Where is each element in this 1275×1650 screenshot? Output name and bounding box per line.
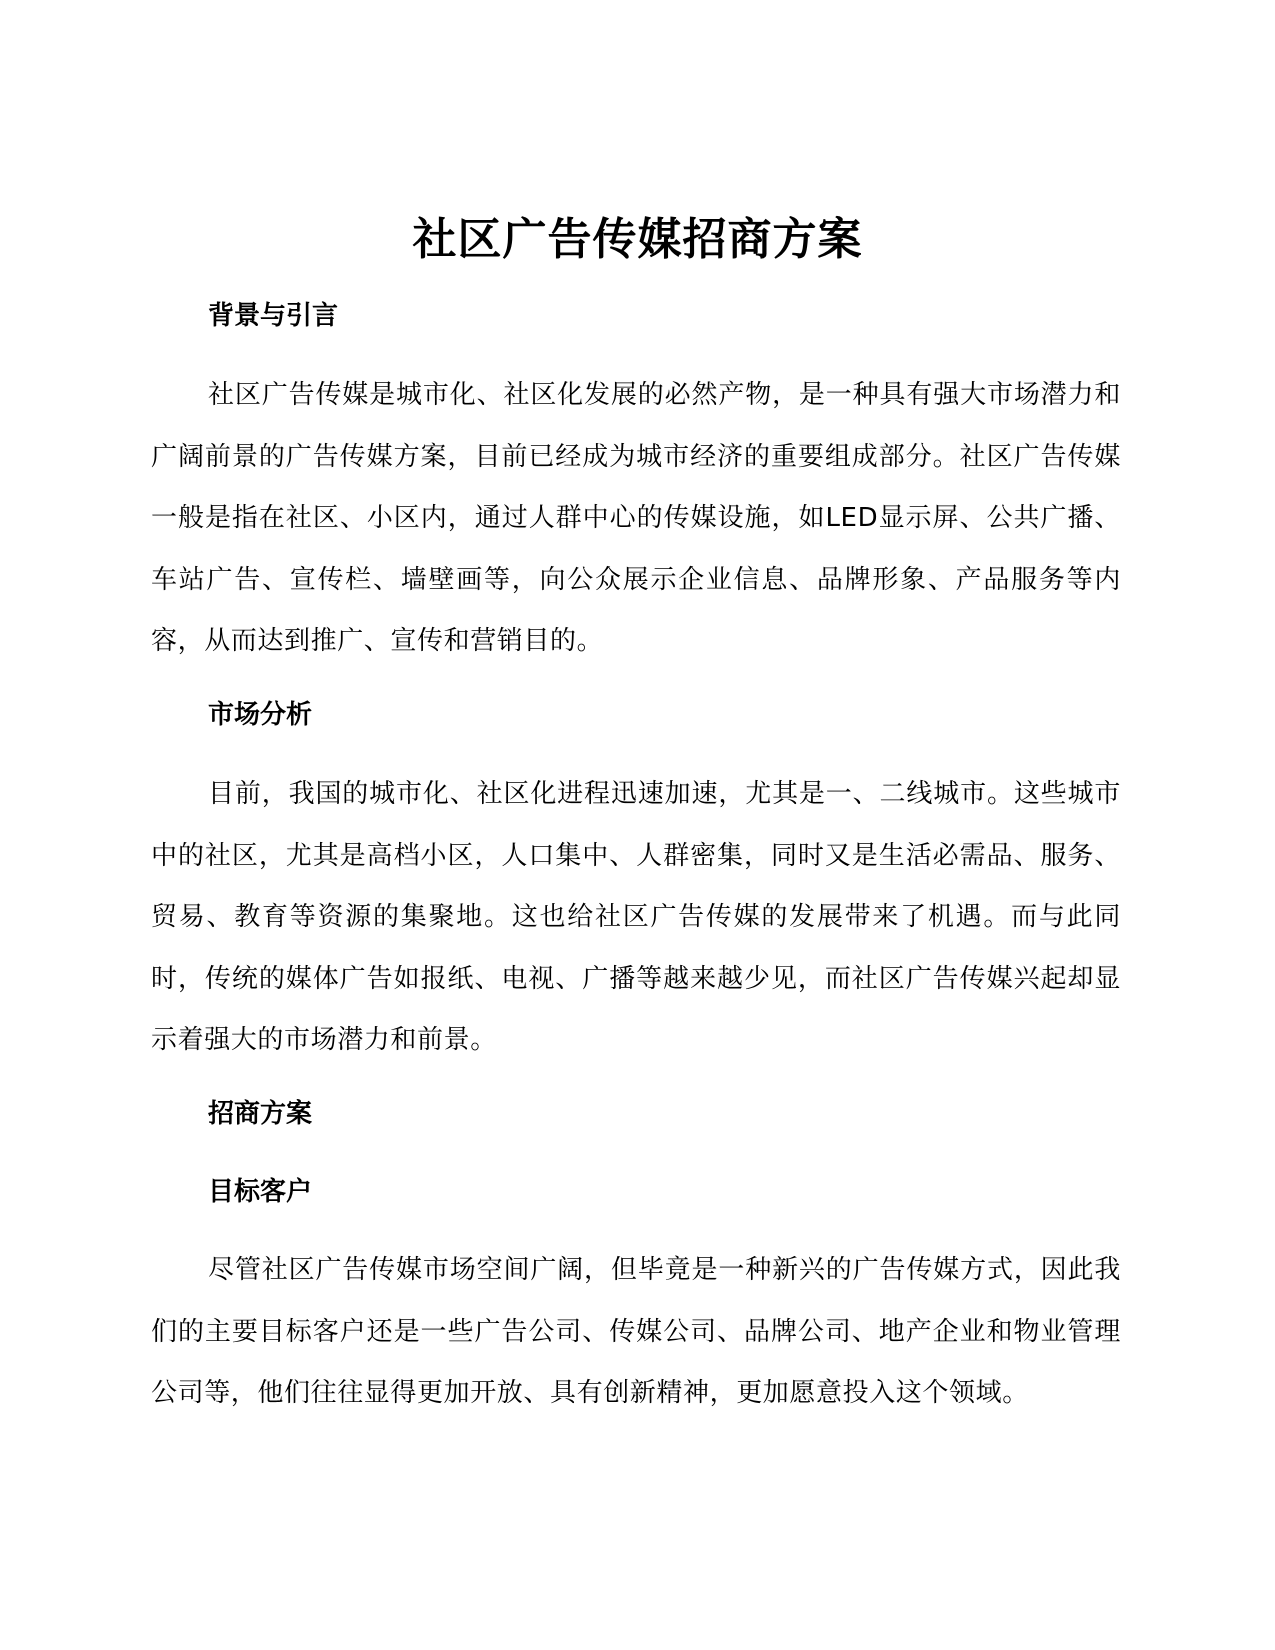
section-paragraph-target-customers: 尽管社区广告传媒市场空间广阔，但毕竟是一种新兴的广告传媒方式，因此我们的主要目标客户还是一些广告公司、传媒公司、品牌公司、地产企业和物业管理公司等，他们往往显得更加开放、具有创新精神，更加愿意投入这个领域。	[151, 1255, 1121, 1408]
section-paragraph-market-analysis: 目前，我国的城市化、社区化进程迅速加速，尤其是一、二线城市。这些城市中的社区，尤其是高档小区，人口集中、人群密集，同时又是生活必需品、服务、贸易、教育等资源的集聚地。这也给社区广告传媒的发展带来了机遇。而与此同时，传统的媒体广告如报纸、电视、广播等越来越少见，而社区广告传媒兴起却显示着强大的市场潜力和前景。	[151, 779, 1121, 1055]
section-heading-investment-plan: 招商方案	[208, 1099, 313, 1129]
section-heading-market-analysis: 市场分析	[208, 700, 313, 730]
document-title: 社区广告传媒招商方案	[412, 214, 863, 265]
section-heading-background: 背景与引言	[208, 301, 339, 331]
section-paragraph-background: 社区广告传媒是城市化、社区化发展的必然产物，是一种具有强大市场潜力和广阔前景的广告传媒方案，目前已经成为城市经济的重要组成部分。社区广告传媒一般是指在社区、小区内，通过人群中心的传媒设施，如LED显示屏、公共广播、车站广告、宣传栏、墙壁画等，向公众展示企业信息、品牌形象、产品服务等内容，从而达到推广、宣传和营销目的。	[151, 380, 1121, 656]
section-heading-target-customers: 目标客户	[208, 1177, 313, 1207]
